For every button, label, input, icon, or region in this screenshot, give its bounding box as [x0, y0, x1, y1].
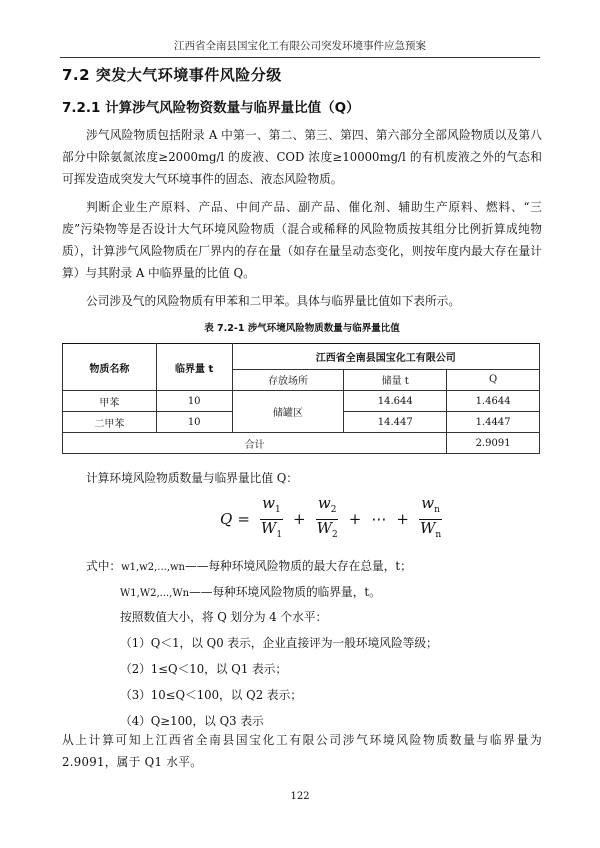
w-symbol: w	[421, 493, 435, 512]
paragraph-3: 公司涉及气的风险物质有甲苯和二甲苯。具体与临界量比值如下表所示。	[86, 294, 461, 308]
w-symbol: w	[262, 493, 276, 512]
paragraph-1: 涉气风险物质包括附录 A 中第一、第二、第三、第四、第六部分全部风险物质以及第八部分中除氨氮浓度≥2000mg/l 的废液、COD 浓度≥10000mg/l 的有机废液之外的气态和可挥发造成突发大气环境事件的固态、液态风险物质。	[62, 128, 542, 186]
cell-name: 甲苯	[63, 391, 157, 412]
section-title: 7.2 突发大气环境事件风险分级	[62, 66, 282, 84]
formula-plus: +	[293, 510, 306, 528]
w-symbols: w1,w2,...,wn	[121, 562, 185, 573]
w-description: ——每种环境风险物质的最大存在总量，t；	[185, 559, 412, 573]
W-description: ——每种环境风险物质的临界量，t。	[189, 585, 381, 599]
formula-intro: 计算环境风险物质数量与临界量比值 Q：	[86, 471, 298, 485]
conclusion: 从上计算可知上江西省全南县国宝化工有限公司涉气环境风险物质数量与临界量为 2.9091，属于 Q1 水平。	[62, 733, 542, 769]
table-header-row	[63, 344, 540, 370]
header-storage: 储量 t	[344, 369, 447, 390]
header-location: 存放场所	[232, 369, 344, 390]
subscript: 2	[330, 504, 337, 515]
cell-storage: 14.447	[344, 412, 447, 433]
cell-location: 储罐区	[232, 391, 344, 433]
formula-lhs: Q	[220, 510, 233, 528]
fraction-1	[259, 495, 284, 544]
subscript: 2	[332, 529, 338, 540]
levels-intro: 按照数值大小，将 Q 划分为 4 个水平：	[120, 610, 328, 624]
cell-q: 1.4644	[447, 391, 540, 412]
formula-plus: +	[348, 510, 362, 528]
cell-storage: 14.644	[344, 391, 447, 412]
total-label: 合计	[63, 433, 447, 454]
page-number: 122	[290, 791, 310, 802]
subscript: 1	[276, 529, 283, 540]
W-symbol: W	[260, 518, 277, 537]
definition-W	[120, 584, 381, 600]
fraction-2	[315, 495, 340, 544]
level-item: （2）1≤Q＜10，以 Q1 表示；	[120, 662, 288, 676]
header-company: 江西省全南县国宝化工有限公司	[232, 344, 539, 370]
total-value: 2.9091	[447, 433, 540, 454]
table-row	[63, 391, 540, 412]
subscript: 1	[275, 504, 281, 515]
level-item: （4）Q≥100，以 Q3 表示	[120, 714, 264, 728]
subscript: n	[434, 504, 440, 515]
cell-threshold: 10	[156, 412, 232, 433]
cell-threshold: 10	[156, 391, 232, 412]
definition-w	[86, 558, 412, 574]
page-header: 江西省全南县国宝化工有限公司突发环境事件应急预案	[60, 38, 540, 58]
q-formula	[220, 493, 447, 540]
definition-prefix: 式中：	[86, 559, 122, 573]
cell-name: 二甲苯	[63, 412, 157, 433]
table-total-row	[63, 433, 540, 454]
fraction-n	[418, 495, 443, 544]
header-material-name: 物质名称	[63, 344, 157, 391]
cell-q: 1.4447	[447, 412, 540, 433]
risk-table	[62, 343, 540, 454]
w-symbol: w	[317, 493, 331, 512]
header-q: Q	[447, 369, 540, 390]
subscript: n	[435, 529, 442, 540]
subsection-title: 7.2.1 计算涉气风险物资数量与临界量比值（Q）	[62, 100, 360, 116]
formula-plus: +	[396, 510, 409, 528]
level-item: （3）10≤Q＜100，以 Q2 表示；	[120, 688, 302, 702]
table-caption: 表 7.2-1 涉气环境风险物质数量与临界量比值	[204, 323, 400, 334]
formula-ellipsis: ⋯	[371, 510, 387, 528]
paragraph-2: 判断企业生产原料、产品、中间产品、副产品、催化剂、辅助生产原料、燃料、“三废”污染物等是否设计大气环境风险物质（混合或稀释的风险物质按其组分比例折算成纯物质），计算涉气风险物质在厂界内的存在量（如存在量呈动态变化，则按年度内最大存在量计算）与其附录 A 中临界量的比值 Q。	[62, 200, 542, 280]
level-item: （1）Q＜1，以 Q0 表示，企业直接评为一般环境风险等级；	[120, 636, 438, 650]
W-symbol: W	[316, 518, 333, 537]
header-threshold: 临界量 t	[156, 344, 232, 391]
formula-equals: =	[237, 510, 250, 528]
W-symbol: W	[419, 518, 436, 537]
W-symbols: W1,W2,...,Wn	[120, 588, 190, 599]
